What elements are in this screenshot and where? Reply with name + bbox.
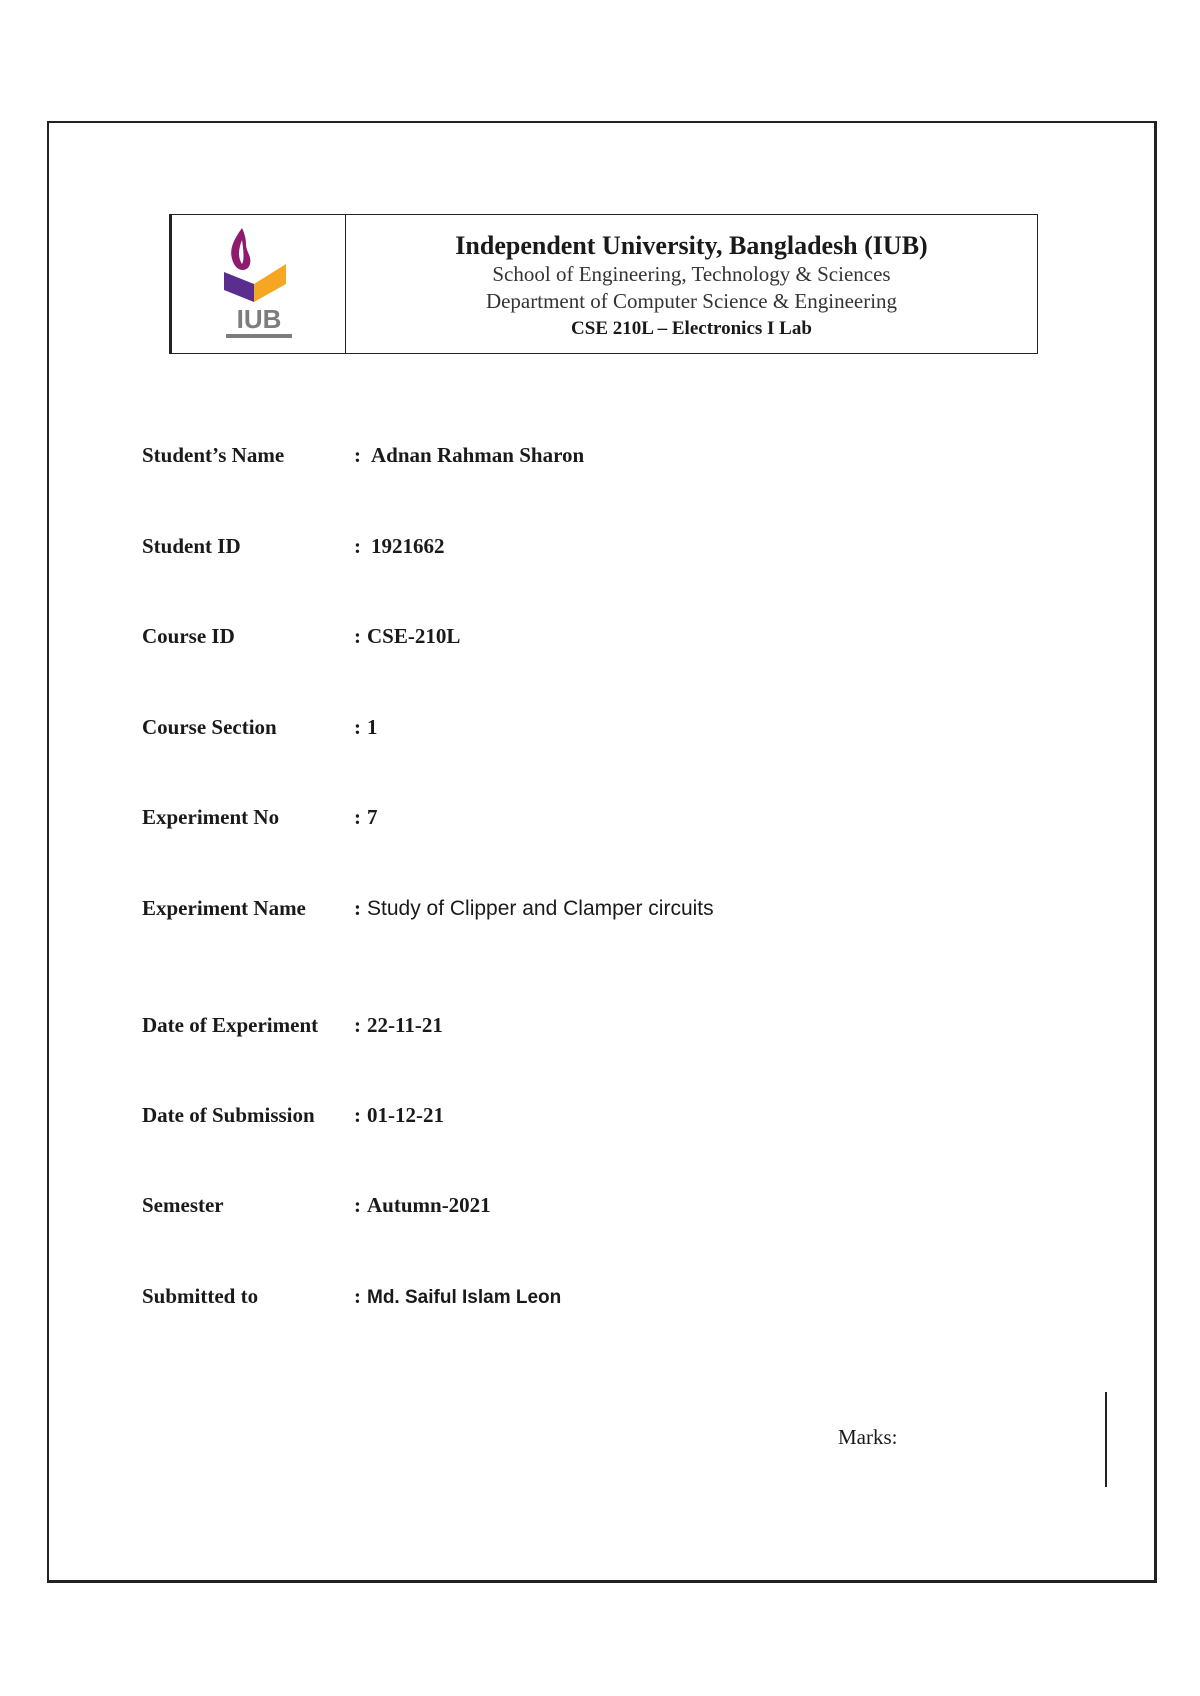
field-colon: : xyxy=(354,805,361,829)
field-label: Submitted to xyxy=(142,1284,259,1308)
field-value: Autumn-2021 xyxy=(367,1193,491,1217)
university-name: Independent University, Bangladesh (IUB) xyxy=(455,231,928,260)
course-title: CSE 210L – Electronics I Lab xyxy=(571,318,812,339)
header-title-block xyxy=(346,215,1037,353)
field-course-id xyxy=(142,624,1042,649)
field-colon: : xyxy=(354,1013,361,1037)
marks-label: Marks: xyxy=(838,1425,898,1449)
marks-divider xyxy=(1105,1392,1107,1487)
field-value: Md. Saiful Islam Leon xyxy=(367,1287,562,1308)
iub-logo-icon xyxy=(214,224,304,344)
field-value: Adnan Rahman Sharon xyxy=(371,443,585,467)
field-value: 22-11-21 xyxy=(367,1013,443,1037)
field-student-name xyxy=(142,443,1042,468)
field-colon: : xyxy=(354,1284,361,1308)
field-label: Experiment Name xyxy=(142,896,306,920)
field-colon: : xyxy=(354,1193,361,1217)
logo-text: IUB xyxy=(236,304,281,334)
field-value: 7 xyxy=(367,805,378,829)
field-value: Study of Clipper and Clamper circuits xyxy=(367,897,714,920)
field-experiment-no xyxy=(142,805,1042,830)
field-course-section xyxy=(142,715,1042,740)
field-label: Date of Submission xyxy=(142,1103,315,1127)
iub-logo xyxy=(172,215,346,353)
school-name: School of Engineering, Technology & Sciences xyxy=(492,262,891,286)
field-label: Course ID xyxy=(142,624,235,648)
field-experiment-name xyxy=(142,896,1042,921)
field-submitted-to xyxy=(142,1284,1042,1309)
field-colon: : xyxy=(354,534,361,558)
field-colon: : xyxy=(354,715,361,739)
field-colon: : xyxy=(354,1103,361,1127)
field-semester xyxy=(142,1193,1042,1218)
field-label: Experiment No xyxy=(142,805,280,829)
field-label: Student’s Name xyxy=(142,443,285,467)
field-colon: : xyxy=(354,896,361,920)
field-value: CSE-210L xyxy=(367,624,461,648)
field-label: Semester xyxy=(142,1193,224,1217)
field-colon: : xyxy=(354,443,361,467)
field-colon: : xyxy=(354,624,361,648)
field-value: 01-12-21 xyxy=(367,1103,444,1127)
field-date-of-submission xyxy=(142,1103,1042,1128)
field-value: 1921662 xyxy=(371,534,445,558)
field-label: Student ID xyxy=(142,534,241,558)
field-value: 1 xyxy=(367,715,378,739)
header-box xyxy=(169,214,1038,354)
field-label: Date of Experiment xyxy=(142,1013,319,1037)
department-name: Department of Computer Science & Engineering xyxy=(485,289,898,313)
field-label: Course Section xyxy=(142,715,277,739)
field-student-id xyxy=(142,534,1042,559)
field-date-of-experiment xyxy=(142,1013,1042,1038)
